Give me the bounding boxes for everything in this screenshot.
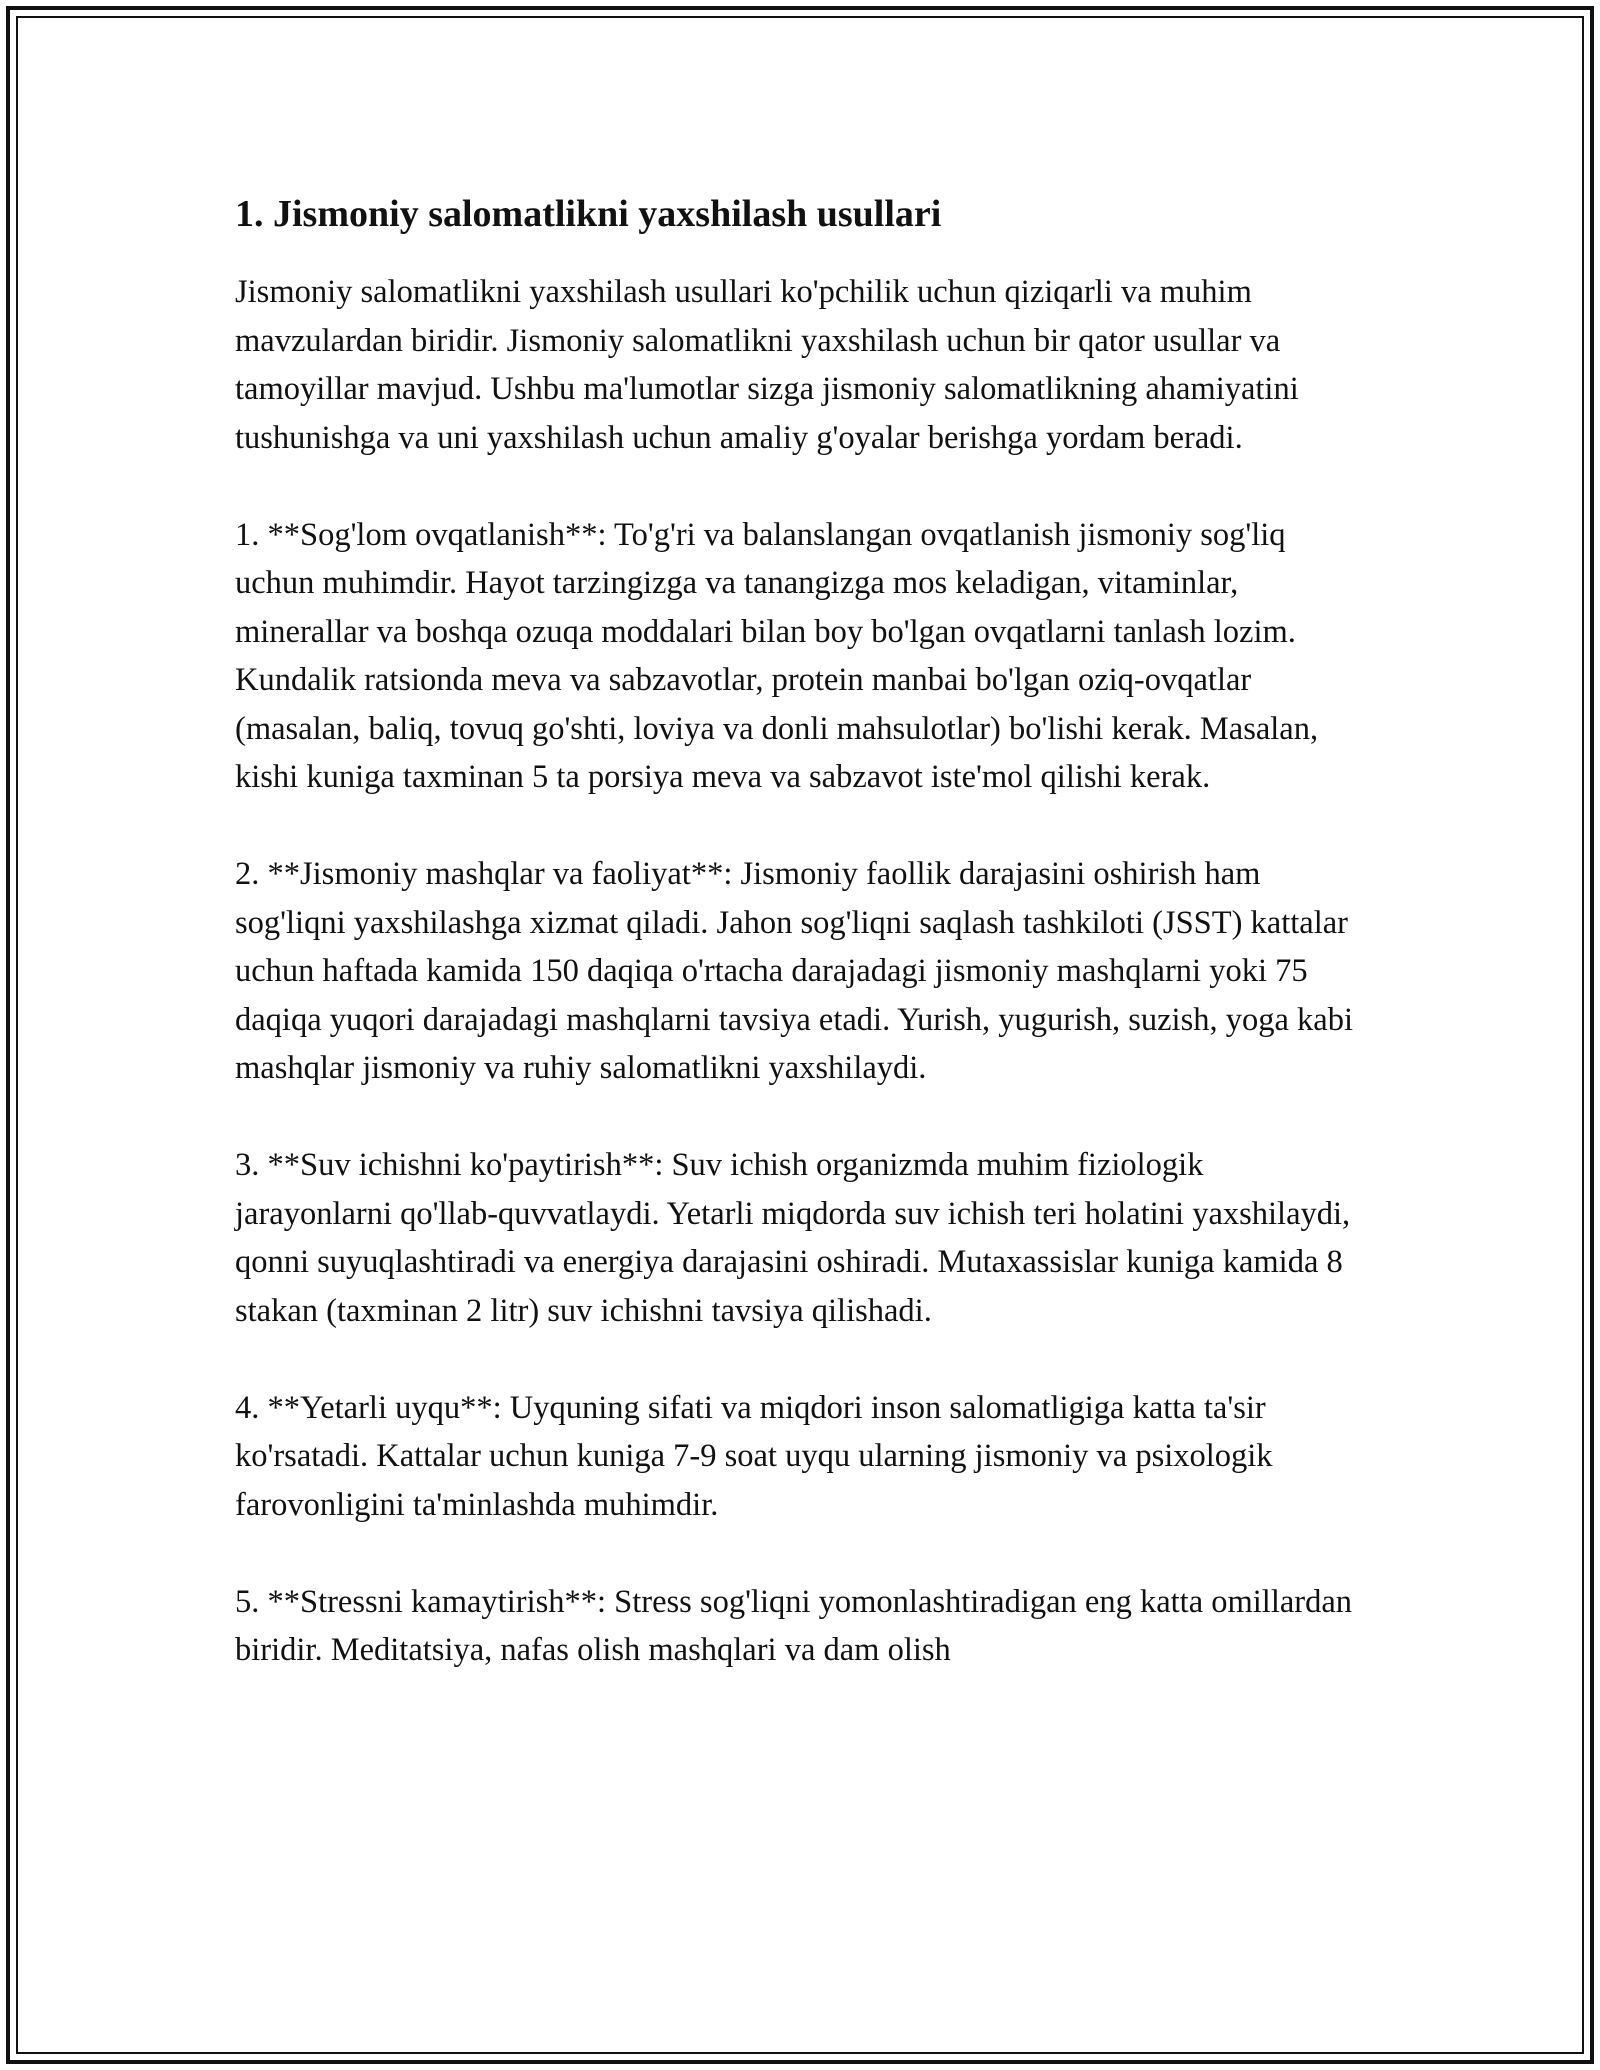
list-item-physical-exercise: 2. **Jismoniy mashqlar va faoliyat**: Jismoniy faollik darajasini oshirish ham sog'liqni yaxshilashga xizmat qiladi. Jahon sog'liqni saqlash tashkiloti (JSST) kattalar uchun haftada kamida 150 daqiqa o'rtacha darajadagi jismoniy mashqlarni yoki 75 daqiqa yuqori darajadagi mashqlarni tavsiya etadi. Yurish, yugurish, suzish, yoga kabi mashqlar jismoniy va ruhiy salomatlikni yaxshilaydi.	[235, 856, 1353, 1086]
list-item-healthy-eating: 1. **Sog'lom ovqatlanish**: To'g'ri va balanslangan ovqatlanish jismoniy sog'liq uchun muhimdir. Hayot tarzingizga va tanangizga mos keladigan, vitaminlar, minerallar va boshqa ozuqa moddalari bilan boy bo'lgan ovqatlarni tanlash lozim. Kundalik ratsionda meva va sabzavotlar, protein manbai bo'lgan oziq-ovqatlar (masalan, baliq, tovuq go'shti, loviya va donli mahsulotlar) bo'lishi kerak. Masalan, kishi kuniga taxminan 5 ta porsiya meva va sabzavot iste'mol qilishi kerak.	[235, 516, 1319, 795]
intro-paragraph: Jismoniy salomatlikni yaxshilash usullari ko'pchilik uchun qiziqarli va muhim mavzulardan biridir. Jismoniy salomatlikni yaxshilash uchun bir qator usullar va tamoyillar mavjud. Ushbu ma'lumotlar sizga jismoniy salomatlikning ahamiyatini tushunishga va uni yaxshilash uchun amaliy g'oyalar berishga yordam beradi.	[235, 274, 1299, 456]
list-item-stress-reduction: 5. **Stressni kamaytirish**: Stress sog'liqni yomonlashtiradigan eng katta omillardan biridir. Meditatsiya, nafas olish mashqlari va dam olish	[235, 1583, 1353, 1668]
document-body	[235, 188, 1360, 1723]
list-item-water-intake: 3. **Suv ichishni ko'paytirish**: Suv ichish organizmda muhim fiziologik jarayonlarni qo'llab-quvvatlaydi. Yetarli miqdorda suv ichish teri holatini yaxshilaydi, qonni suyuqlashtiradi va energiya darajasini oshiradi. Mutaxassislar kuniga kamida 8 stakan (taxminan 2 litr) suv ichishni tavsiya qilishadi.	[235, 1147, 1351, 1329]
list-item-sufficient-sleep: 4. **Yetarli uyqu**: Uyquning sifati va miqdori inson salomatligiga katta ta'sir ko'rsatadi. Kattalar uchun kuniga 7-9 soat uyqu ularning jismoniy va psixologik farovonligini ta'minlashda muhimdir.	[235, 1389, 1273, 1523]
document-title: 1. Jismoniy salomatlikni yaxshilash usullari	[235, 193, 942, 235]
